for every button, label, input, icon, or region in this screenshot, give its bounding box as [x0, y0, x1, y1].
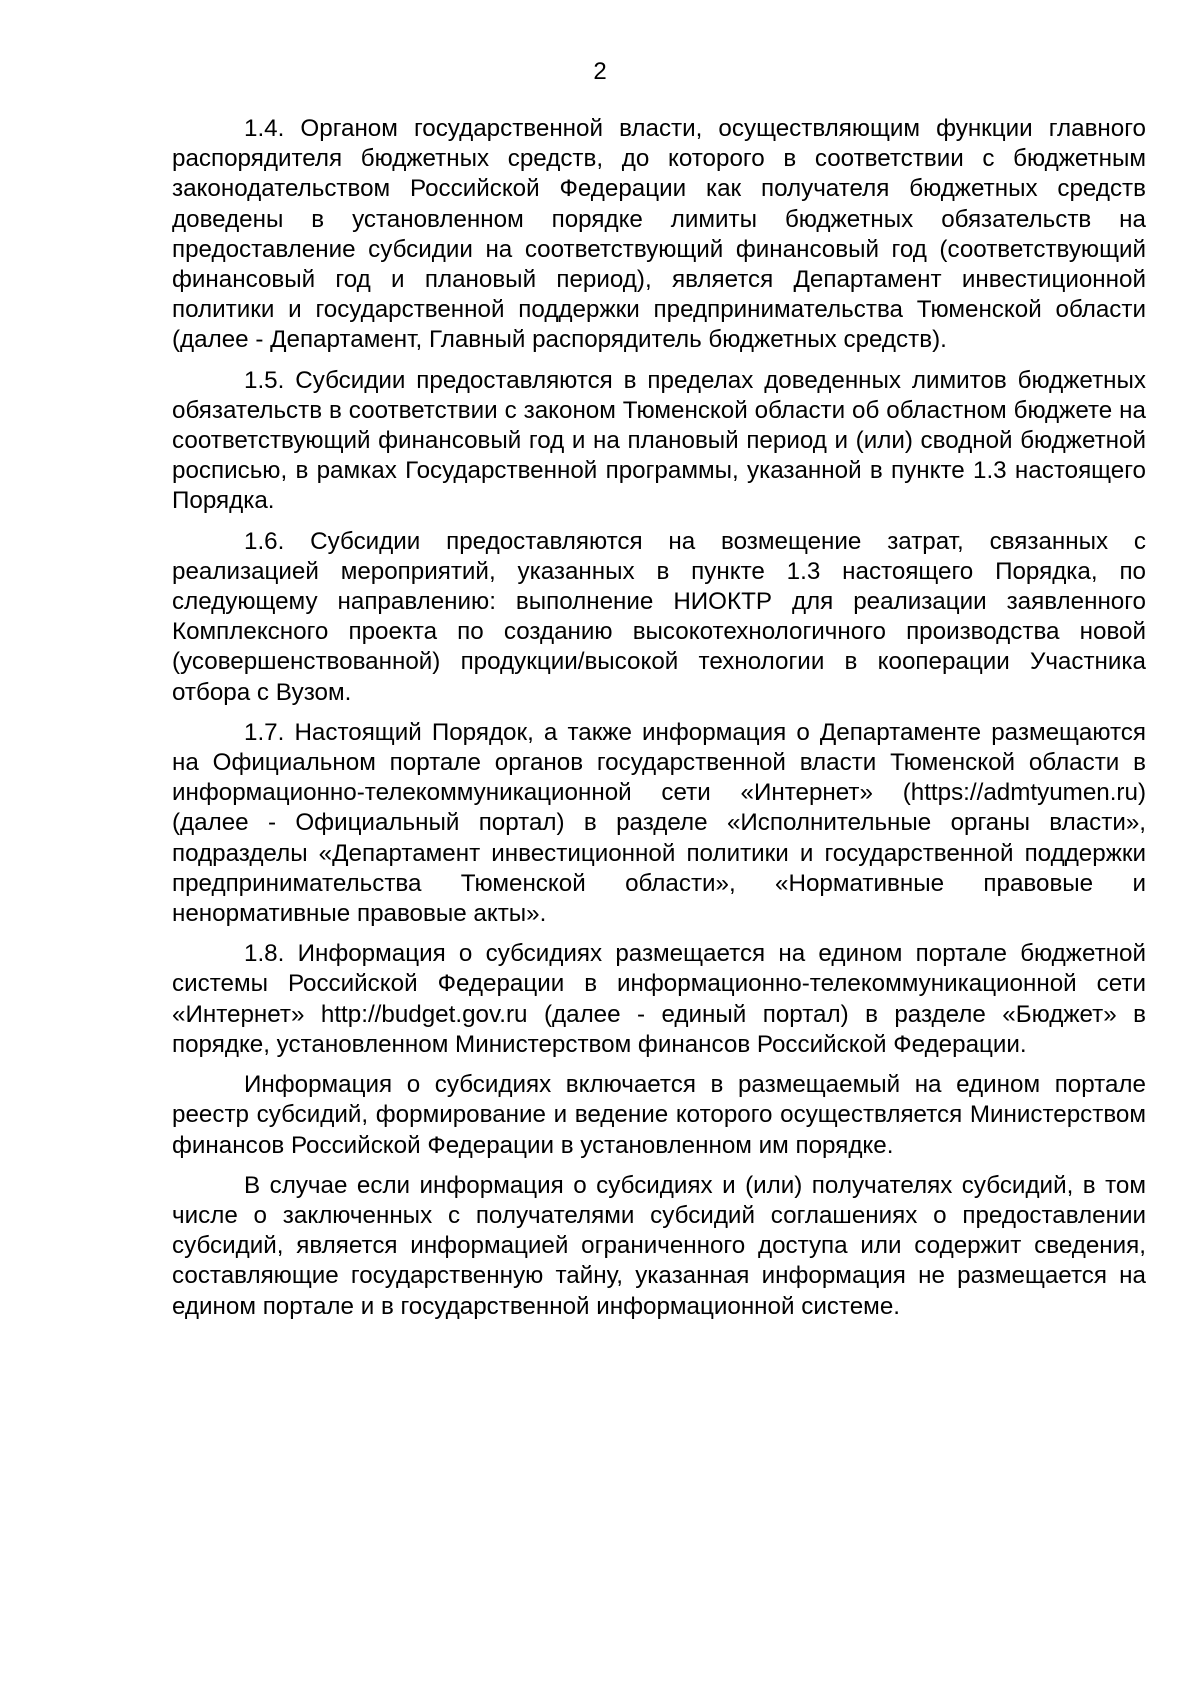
paragraph-restricted-info: В случае если информация о субсидиях и (или) получателях субсидий, в том числе о заключенных с получателями субсидий соглашениях о предоставлении субсидий, является информацией ограниченного доступа или содержит сведения, составляющие государственную тайну, указанная информация не размещается на едином портале и в государственной информационной системе. [172, 1171, 1146, 1320]
paragraph-subsidy-registry: Информация о субсидиях включается в размещаемый на едином портале реестр субсидий, формирование и ведение которого осуществляется Министерством финансов Российской Федерации в установленном им порядке. [172, 1071, 1146, 1159]
paragraph-1-8: 1.8. Информация о субсидиях размещается на едином портале бюджетной системы Российской Федерации в информационно-телекоммуникационной сети «Интернет» http://budget.gov.ru (далее - единый портал) в разделе «Бюджет» в порядке, установленном Министерством финансов Российской Федерации. [172, 940, 1146, 1058]
document-body [172, 114, 1146, 1332]
paragraph-1-4: 1.4. Органом государственной власти, осуществляющим функции главного распорядителя бюджетных средств, до которого в соответствии с бюджетным законодательством Российской Федерации как получателя бюджетных средств доведены в установленном порядке лимиты бюджетных обязательств на предоставление субсидии на соответствующий финансовый год (соответствующий финансовый год и плановый период), является Департамент инвестиционной политики и государственной поддержки предпринимательства Тюменской области (далее - Департамент, Главный распорядитель бюджетных средств). [172, 115, 1146, 354]
paragraph-1-5: 1.5. Субсидии предоставляются в пределах доведенных лимитов бюджетных обязательств в соответствии с законом Тюменской области об областном бюджете на соответствующий финансовый год и на плановый период и (или) сводной бюджетной росписью, в рамках Государственной программы, указанной в пункте 1.3 настоящего Порядка. [172, 366, 1146, 515]
paragraph-1-6: 1.6. Субсидии предоставляются на возмещение затрат, связанных с реализацией мероприятий, указанных в пункте 1.3 настоящего Порядка, по следующему направлению: выполнение НИОКТР для реализации заявленного Комплексного проекта по созданию высокотехнологичного производства новой (усовершенствованной) продукции/высокой технологии в кооперации Участника отбора с Вузом. [172, 527, 1146, 706]
paragraph-1-7: 1.7. Настоящий Порядок, а также информация о Департаменте размещаются на Официальном портале органов государственной власти Тюменской области в информационно-телекоммуникационной сети «Интернет» (https://admtyumen.ru) (далее - Официальный портал) в разделе «Исполнительные органы власти», подразделы «Департамент инвестиционной политики и государственной поддержки предпринимательства Тюменской области», «Нормативные правовые и ненормативные правовые акты». [172, 718, 1146, 928]
page-number: 2 [593, 58, 607, 85]
